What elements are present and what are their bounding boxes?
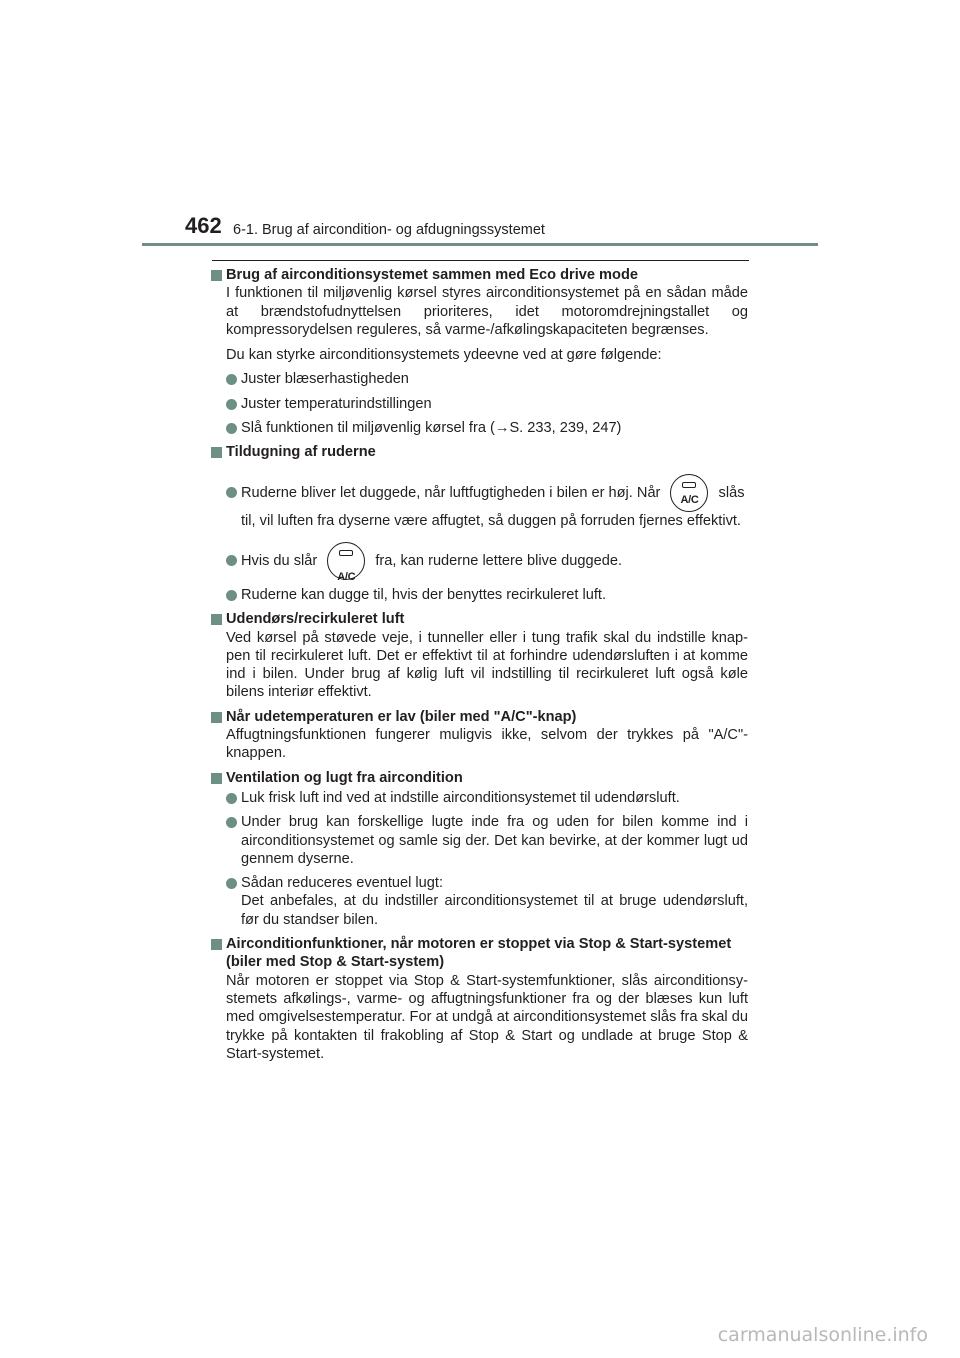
circle-bullet-icon <box>226 817 237 828</box>
list-item <box>226 474 748 530</box>
circle-bullet-icon <box>226 423 237 434</box>
circle-bullet-icon <box>226 399 237 410</box>
square-bullet-icon <box>211 270 222 281</box>
text-fragment: slås <box>718 484 745 501</box>
paragraph: Du kan styrke airconditionsystemets ydeevne ved at gøre følgende: <box>226 347 662 364</box>
section-title: Når udetemperaturen er lav (biler med "A/C"-knap) <box>226 708 577 725</box>
square-bullet-icon <box>211 939 222 950</box>
square-bullet-icon <box>211 773 222 784</box>
ac-button-icon <box>327 542 365 583</box>
section-heading-low-temp <box>211 708 748 726</box>
section-heading-odor <box>211 769 748 787</box>
list-item <box>226 813 748 868</box>
header-rule <box>142 243 818 246</box>
watermark: carmanualsonline.info <box>717 1324 928 1346</box>
square-bullet-icon <box>211 712 222 723</box>
text-fragment: Hvis du slår <box>241 552 318 569</box>
ac-label: A/C <box>337 570 356 583</box>
list-item-text: Slå funktionen til miljøvenlig kørsel fra (→S. 233, 239, 247) <box>241 420 622 437</box>
section-heading-stop-start <box>211 935 748 972</box>
ac-label: A/C <box>680 493 699 506</box>
section-title: Brug af airconditionsystemet sammen med Eco drive mode <box>226 267 638 283</box>
list-item-text <box>241 874 748 929</box>
circle-bullet-icon <box>226 590 237 601</box>
list-item <box>226 542 748 583</box>
paragraph: Ved kørsel på støvede veje, i tunneller eller i tung trafik skal du indstille knap-pen til recirkuleret luft. Det er effektivt til at forhindre udendørsluften i at komme ind i bilen. Under brug af kølig luft vil indstilling til recirkuleret luft også køle bilens interiør effektivt. <box>226 629 748 701</box>
list-item-text <box>241 474 748 530</box>
section-title: Ventilation og lugt fra aircondition <box>226 769 463 786</box>
paragraph: Når motoren er stoppet via Stop & Start-systemfunktioner, slås airconditionsy-stemets afkølings-, varme- og affugtningsfunktioner fra og der blæses kun luft med omgivelsestemperatur. For at undgå at airconditionsystemet slås fra skal du trykke på kontakten til frakobling af Stop & Start og undlade at bruge Stop & Start-systemet. <box>226 972 748 1062</box>
section-title: Udendørs/recirkuleret luft <box>226 611 405 628</box>
square-bullet-icon <box>211 447 222 458</box>
list-item <box>226 789 748 807</box>
content-rule <box>212 260 749 261</box>
text-fragment: fra, kan ruderne lettere blive duggede. <box>375 552 622 569</box>
paragraph: I funktionen til miljøvenlig kørsel styres airconditionsystemet på en sådan måde at brændstofudnyttelsen prioriteres, idet motoromdrejningstallet og kompressorydelsen reguleres, så varme-/afkølingskapaciteten begrænses. <box>226 285 748 338</box>
list-item <box>226 395 748 413</box>
section-title: Tildugning af ruderne <box>226 444 376 461</box>
page-number: 462 <box>185 213 222 238</box>
chapter-title: 6-1. Brug af aircondition- og afdugningssystemet <box>233 222 545 238</box>
square-bullet-icon <box>211 614 222 625</box>
list-item <box>226 370 748 388</box>
text-fragment: Det anbefales, at du indstiller airconditionsystemet til at bruge udendørsluft, før du standser bilen. <box>241 893 748 928</box>
list-item-text: Ruderne kan dugge til, hvis der benyttes recirkuleret luft. <box>241 586 607 603</box>
list-item <box>226 874 748 929</box>
circle-bullet-icon <box>226 793 237 804</box>
list-item <box>226 419 748 437</box>
list-item-text: Luk frisk luft ind ved at indstille airconditionsystemet til udendørsluft. <box>241 789 680 806</box>
paragraph: Affugtningsfunktionen fungerer muligvis ikke, selvom der trykkes på "A/C"-knappen. <box>226 727 748 762</box>
list-item <box>226 586 748 604</box>
section-title: Airconditionfunktioner, når motoren er stoppet via Stop & Start-systemet (biler med Stop & Start-system) <box>226 936 732 971</box>
circle-bullet-icon <box>226 555 237 566</box>
ac-button-icon <box>670 474 708 512</box>
section-heading-fog <box>211 443 748 461</box>
content-body <box>211 266 748 1063</box>
list-item-text: Juster temperaturindstillingen <box>241 395 432 412</box>
section-heading-recirc <box>211 610 748 628</box>
circle-bullet-icon <box>226 487 237 498</box>
list-item-text <box>241 542 748 583</box>
text-fragment: til, vil luften fra dyserne være affugtet, så duggen på forruden fjernes effektivt. <box>241 512 741 529</box>
list-item-text: Under brug kan forskellige lugte inde fra og uden for bilen komme ind i airconditionsystemet og samle sig der. Det kan bevirke, at der kommer lugt ud gennem dyserne. <box>241 814 748 867</box>
circle-bullet-icon <box>226 374 237 385</box>
list-item-text: Juster blæserhastigheden <box>241 371 409 388</box>
text-fragment: Sådan reduceres eventuel lugt: <box>241 875 444 892</box>
circle-bullet-icon <box>226 878 237 889</box>
text-fragment: Ruderne bliver let duggede, når luftfugtigheden i bilen er høj. Når <box>241 484 661 501</box>
section-heading-eco <box>211 266 748 284</box>
